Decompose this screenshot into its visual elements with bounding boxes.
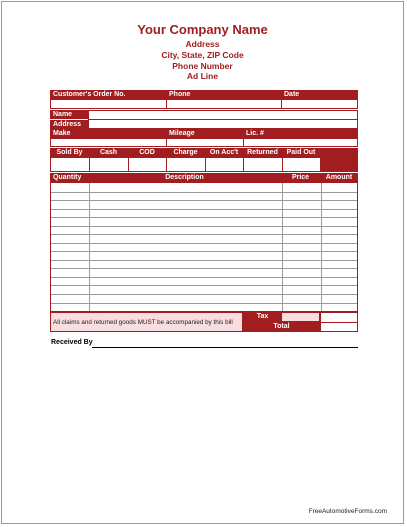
company-address: Address — [185, 39, 220, 49]
line-item-row-divider — [51, 217, 357, 218]
line-item-row-divider — [51, 192, 357, 193]
payment-header-cash: Cash — [89, 148, 128, 157]
payment-blank-block — [320, 148, 358, 172]
customers-order-no-field[interactable] — [50, 99, 167, 109]
cod-field[interactable] — [128, 157, 167, 172]
payment-header-on-acct: On Acc't — [205, 148, 243, 157]
returned-field[interactable] — [243, 157, 283, 172]
paid-out-field[interactable] — [282, 157, 321, 172]
lic-label: Lic. # — [243, 129, 358, 138]
sold-by-field[interactable] — [50, 157, 90, 172]
name-label: Name — [50, 110, 88, 119]
customers-order-no-label: Customer's Order No. — [50, 90, 166, 99]
description-header: Description — [88, 173, 281, 182]
make-field[interactable] — [50, 138, 167, 147]
mileage-label: Mileage — [166, 129, 243, 138]
lic-field[interactable] — [243, 138, 358, 147]
company-phone: Phone Number — [172, 61, 233, 71]
line-item-row-divider — [51, 200, 357, 201]
phone-field[interactable] — [166, 99, 282, 109]
line-item-row-divider — [51, 294, 357, 295]
total-amount-field[interactable] — [320, 322, 358, 332]
company-name: Your Company Name — [137, 22, 268, 37]
line-item-row-divider — [51, 285, 357, 286]
grid-divider-price — [321, 183, 322, 311]
line-item-row-divider — [51, 268, 357, 269]
address-field[interactable] — [88, 119, 358, 129]
phone-label: Phone — [166, 90, 281, 99]
grid-divider-quantity — [89, 183, 90, 311]
line-item-row-divider — [51, 251, 357, 252]
total-label: Total — [243, 322, 320, 332]
line-item-row-divider — [51, 209, 357, 210]
line-item-row-divider — [51, 303, 357, 304]
company-ad-line: Ad Line — [186, 71, 219, 81]
received-by-label: Received By — [51, 339, 93, 346]
tax-rate-field[interactable] — [281, 312, 320, 322]
mileage-field[interactable] — [166, 138, 244, 147]
line-item-row-divider — [51, 243, 357, 244]
date-field[interactable] — [281, 99, 358, 109]
quantity-header: Quantity — [50, 173, 88, 182]
address-label: Address — [50, 120, 88, 129]
line-item-row-divider — [51, 260, 357, 261]
charge-field[interactable] — [166, 157, 206, 172]
payment-header-returned: Returned — [243, 148, 282, 157]
payment-header-charge: Charge — [166, 148, 205, 157]
source-credit: FreeAutomotiveForms.com — [308, 508, 387, 515]
make-label: Make — [50, 129, 166, 138]
cash-field[interactable] — [89, 157, 129, 172]
payment-header-paid-out: Paid Out — [282, 148, 320, 157]
invoice-page — [1, 1, 404, 524]
line-items-grid[interactable] — [50, 182, 358, 312]
price-header: Price — [281, 173, 320, 182]
line-item-row-divider — [51, 234, 357, 235]
line-item-row-divider — [51, 277, 357, 278]
line-item-row-divider — [51, 226, 357, 227]
on-acct-field[interactable] — [205, 157, 244, 172]
amount-header: Amount — [320, 173, 358, 182]
grid-divider-description — [282, 183, 283, 311]
date-label: Date — [281, 90, 358, 99]
claims-note: All claims and returned goods MUST be accompanied by this bill — [50, 312, 243, 332]
payment-header-sold-by: Sold By — [50, 148, 89, 157]
company-city-state-zip: City, State, ZIP Code — [161, 50, 244, 60]
received-by-signature-line[interactable] — [92, 347, 358, 348]
tax-label: Tax — [243, 312, 282, 322]
payment-header-cod: COD — [128, 148, 166, 157]
